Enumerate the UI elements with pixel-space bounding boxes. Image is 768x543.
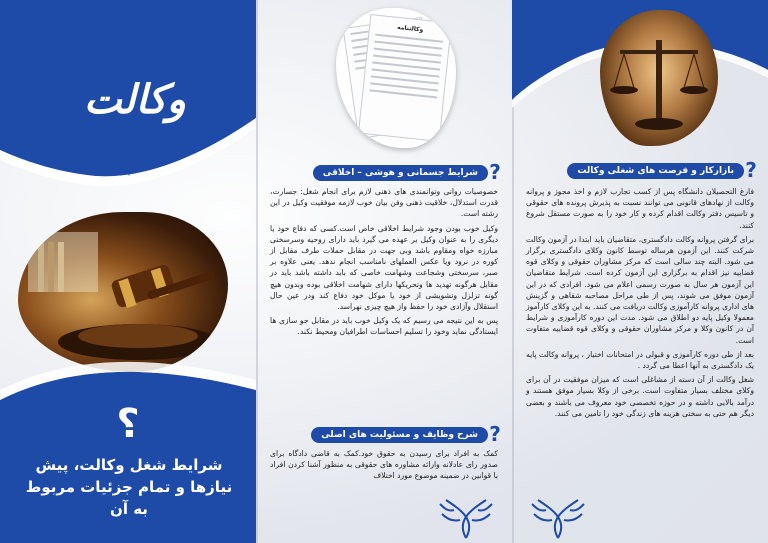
ornament-icon [518, 490, 598, 540]
paragraph: خصوصیات روانی وتوانمندی های ذهنی لازم برای انجام شغل: جسارت، قدرت استدلال، خلاقیت ذهنی وفن بیان خوب لازمه موفقیت وکیل در این رشته است. [270, 187, 498, 219]
section-heading: شرایط جسمانی و هوشی – اخلاقی [313, 165, 488, 181]
cover-subtitle: شرایط شغل وکالت، پیش نیازها و تمام جزئیات مربوط به آن [25, 456, 233, 518]
section-physical-mental-header [266, 162, 502, 184]
document-photo [336, 8, 456, 148]
gavel-icon [18, 212, 228, 372]
middle-panel [256, 0, 512, 543]
cover-panel [0, 0, 256, 543]
document-paper-front [358, 14, 452, 142]
section-duties-body [270, 448, 498, 485]
paragraph: کمک به افراد برای رسیدن به حقوق خود.کمک به قاضی دادگاه برای صدور رای عادلانه وارائه مشاوره های حقوقی به منظور آشنا کردن افراد با قوانین در ضمینه موضوع مورد اختلاف [270, 449, 498, 481]
section-heading: بازارکار و فرصت های شغلی وکالت [567, 163, 744, 179]
document-header: وکالتنامه [396, 23, 424, 34]
cover-title: وکالت [83, 76, 186, 123]
paragraph: پس به این نتیجه می رسیم که یک وکیل خوب باید در مقابل جو سازی ها ایستادگی نماید وخود را تسلیم احساسات اطرافیان ومحیط نکند. [270, 316, 498, 337]
ornament-icon [426, 490, 506, 540]
paragraph: فارغ التحصیلان دانشگاه پس از کسب تجارب لازم و اخذ مجوز و پروانه وکالت از نهادهای قانونی می توانند نسبت به پذیرش پرونده های حقوقی و تاسیس دفتر وکالت اقدام کرده و کار خود را به صورت مستقل شروع کنند. [526, 187, 754, 230]
section-job-market-header [522, 160, 758, 182]
cover-question-icon: ؟ [116, 401, 140, 447]
section-job-market-body [526, 186, 754, 422]
section-heading: شرح وظایف و مسئولیت های اصلی [311, 427, 488, 443]
question-icon: ? [489, 160, 501, 184]
paragraph: شغل وکالت از آن دسته از مشاغلی است که میزان موفقیت در آن برای وکلای مختلف بسیار متفاوت است. برخی از وکلا بسیار موفق هستند و درآمد بالایی داشته و در حوزه تخصصی خود معروف می باشند و بعضی دیگر هم حتی به سختی هزینه های زندگی خود را تامین می کنند. [526, 375, 754, 418]
paragraph: بعد از طی دوره کارآموزی و قبولی در امتحانات اختبار ، پروانه وکالت پایه یک دادگستری به آنها اعطا می گردد . [526, 349, 754, 371]
question-icon: ? [745, 158, 757, 182]
section-physical-mental-body [270, 186, 498, 341]
paragraph: برای گرفتن پروانه وکالت دادگستری، متقاضیان باید ابتدا در آزمون وکالت شرکت کنند. این آزمون هرساله توسط کانون وکلای دادگستری برگزار می شود. البته چند سالی است که مرکز مشاوران حقوقی و وکلای قوه قضاییه نیز اقدام به برگزاری این آزمون کرده است. شرایط متقاضیان این آزمون هر سال به صورت رسمی اعلام می شود. افرادی که در این آزمون موفق می شوند، پس از طی مراحل مصاحبه شفاهی و گزینش های اداری پروانه کارآموزی وکالت دریافت می کنند. به این وکلای کارآموز معمولا وکیل پایه دو اطلاق می شود. مدت این دوره کارآموزی و شرایط آن در کانون وکلا و مرکز مشاوران حقوقی و وکلای قوه قضاییه متفاوت است. [526, 234, 754, 345]
paragraph: وکیل خوب بودن وجود شرایط اخلاقی خاص است.کسی که دفاع خود یا دیگری را به عنوان وکیل بر عهده می گیرد باید دارای روحیه وسرسختی مبارزه خواه ومقاوم باشد وبی جهت در مقابل حملات طرف مقابل از کوره در نرود ویا عکس العملهای نامناسب انجام ندهد. یعنی علاوه بر صبر، سرسختی وشجاعت وشهامت خاصی که باید داشته باشد باید در مقابل هرگونه تهدید ها وتحریکها دارای شهامت اخلاقی بوده وبدون هیچ گونه تزلزل وتشویشی از خود یا موکل خود دفاع کند ودر عین حال استقلال وآزادی خود را حفظ واز هیچ چیزی نهراسد. [270, 223, 498, 312]
section-duties-header [266, 424, 502, 446]
right-panel [512, 0, 768, 543]
question-icon: ? [489, 422, 501, 446]
gavel-photo [18, 212, 228, 372]
